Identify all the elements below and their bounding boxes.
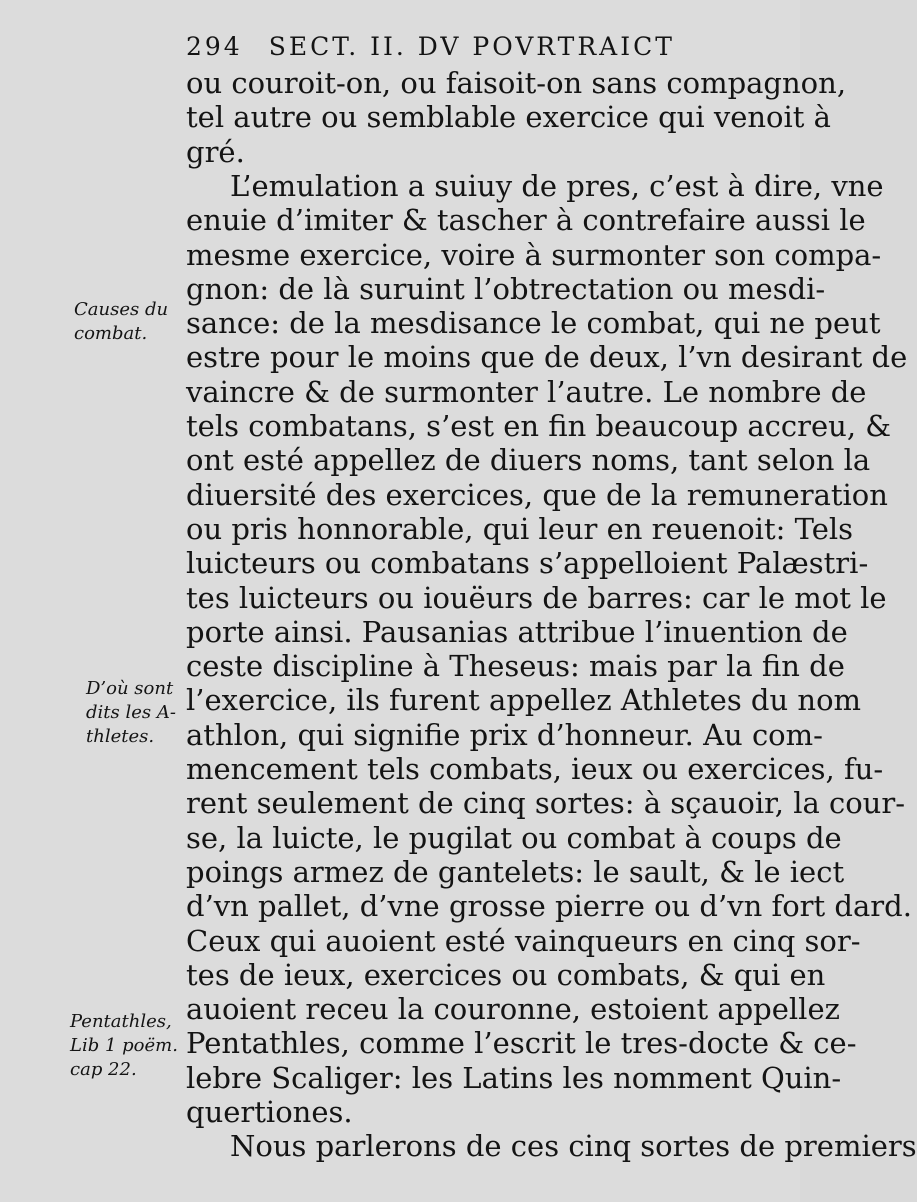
text-line: tels combatans, s’est en fin beaucoup accreu, & xyxy=(186,409,892,443)
text-line: se, la luicte, le pugilat ou combat à coups de xyxy=(186,820,842,855)
text-line: vaincre & de surmonter l’autre. Le nombre de xyxy=(186,374,867,409)
text-line: ceste discipline à Theseus: mais par la fin de xyxy=(186,649,845,684)
text-line: ou pris honnorable, qui leur en reuenoit: Tels xyxy=(186,511,854,546)
page-number: 294 xyxy=(186,32,243,61)
margin-note-line: Pentathles, xyxy=(70,1011,172,1032)
text-line: poings armez de gantelets: le sault, & le iect xyxy=(186,854,845,889)
margin-note-line: Causes du xyxy=(74,299,169,320)
text-line: estre pour le moins que de deux, l’vn desirant de xyxy=(186,340,908,375)
text-line: tes de ieux, exercices ou combats, & qui en xyxy=(186,957,826,992)
margin-note-line: Lib 1 poëm. xyxy=(70,1035,178,1056)
text-line: mencement tels combats, ieux ou exercices, fu- xyxy=(186,752,884,786)
text-line: tel autre ou semblable exercice qui venoit à xyxy=(186,100,831,135)
text-line: enuie d’imiter & tascher à contrefaire aussi le xyxy=(186,203,866,238)
running-head-title: SECT. II. DV POVRTRAICT xyxy=(268,32,675,61)
text-line: Pentathles, comme l’escrit le tres-docte & ce- xyxy=(186,1026,857,1061)
text-line: diuersité des exercices, que de la remuneration xyxy=(186,477,888,512)
text-line: rent seulement de cinq sortes: à sçauoir, la cour- xyxy=(186,786,906,821)
margin-note-line: cap 22. xyxy=(70,1059,137,1080)
text-line: Ceux qui auoient esté vainqueurs en cinq sor- xyxy=(186,923,861,958)
running-head xyxy=(186,32,786,61)
text-line: lebre Scaliger: les Latins les nomment Quin- xyxy=(186,1060,842,1095)
text-line: auoient receu la couronne, estoient appellez xyxy=(186,992,840,1027)
text-line: l’exercice, ils furent appellez Athletes du nom xyxy=(186,683,862,718)
margin-note-line: dits les A- xyxy=(86,702,176,723)
text-line: tes luicteurs ou iouëurs de barres: car le mot le xyxy=(186,580,887,615)
text-line: luicteurs ou combatans s’appelloient Palæstri- xyxy=(186,546,869,581)
margin-note-line: thletes. xyxy=(86,726,155,747)
margin-note-causes xyxy=(74,298,168,346)
text-line: ou couroit-on, ou faisoit-on sans compagnon, xyxy=(186,66,847,100)
margin-note-athletes xyxy=(86,677,176,749)
text-line: L’emulation a suiuy de pres, c’est à dire, vne xyxy=(230,168,884,203)
text-line: gnon: de là suruint l’obtrectation ou mesdi- xyxy=(186,271,826,306)
text-line: ont esté appellez de diuers noms, tant selon la xyxy=(186,443,871,478)
text-line: Nous parlerons de ces cinq sortes de premiers xyxy=(230,1129,917,1164)
text-line: athlon, qui signifie prix d’honneur. Au com- xyxy=(186,717,823,752)
margin-note-line: D’où sont xyxy=(86,678,174,699)
text-line: mesme exercice, voire à surmonter son compa- xyxy=(186,237,882,272)
text-line: porte ainsi. Pausanias attribue l’inuention de xyxy=(186,614,848,649)
margin-note-pentathles xyxy=(70,1010,178,1082)
text-line: sance: de la mesdisance le combat, qui ne peut xyxy=(186,306,881,341)
text-line: d’vn pallet, d’vne grosse pierre ou d’vn fort dard. xyxy=(186,889,912,924)
text-line: gré. xyxy=(186,134,245,169)
margin-note-line: combat. xyxy=(74,323,148,344)
text-line: quertiones. xyxy=(186,1095,353,1129)
